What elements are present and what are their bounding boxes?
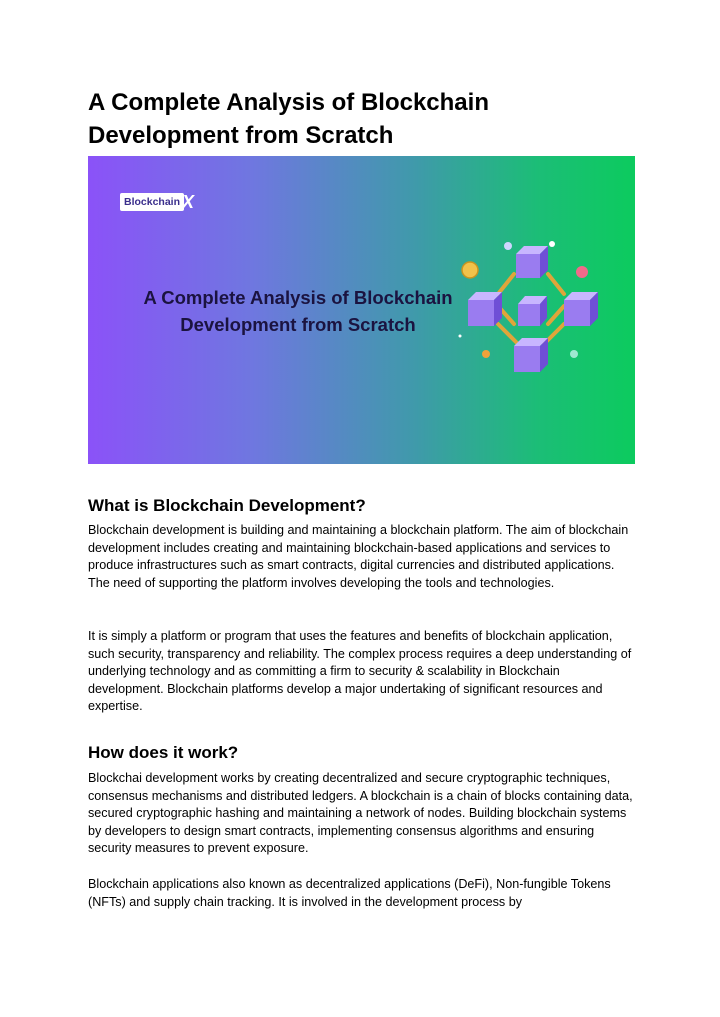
logo-text: Blockchain — [120, 193, 184, 211]
paragraph: Blockchai development works by creating decentralized and secure cryptographic techniques, consensus mechanisms and distributed ledgers. A blockchain is a chain of blocks containing data, secured cryptographic hashing and maintaining a network of nodes. Building blockchain systems by developers to design smart contracts, implementing consensus algorithms and ensuring security measures to prevent exposure. — [88, 771, 633, 856]
section-heading-what-is: What is Blockchain Development? — [88, 496, 366, 515]
paragraph: Blockchain development is building and maintaining a blockchain platform. The aim of blockchain development includes creating and maintaining blockchain-based applications and services to produce infrastructures such as smart contracts, digital currencies and distributed applications. The need of supporting the platform involves developing the tools and technologies. — [88, 523, 629, 590]
blockchain-cubes-icon — [456, 236, 606, 386]
blockchain-logo — [120, 191, 194, 213]
banner-title-line-1: A Complete Analysis of Blockchain — [143, 287, 453, 308]
hero-banner — [88, 156, 635, 464]
paragraph: It is simply a platform or program that uses the features and benefits of blockchain application, such security, transparency and reliability. The complex process requires a deep understanding of underlying technology and as committing a firm to security & scalability in Blockchain development. Blockchain platforms develop a major undertaking of significant resources and expertise. — [88, 629, 632, 714]
logo-mark: X — [182, 191, 195, 212]
document-title: A Complete Analysis of Blockchain Development from Scratch — [88, 89, 489, 149]
banner-title — [108, 284, 488, 338]
paragraph: Blockchain applications also known as decentralized applications (DeFi), Non-fungible Tokens (NFTs) and supply chain tracking. It is involved in the development process by — [88, 877, 611, 909]
section-heading-how-it-works: How does it work? — [88, 743, 239, 762]
banner-title-line-2: Development from Scratch — [180, 314, 416, 335]
